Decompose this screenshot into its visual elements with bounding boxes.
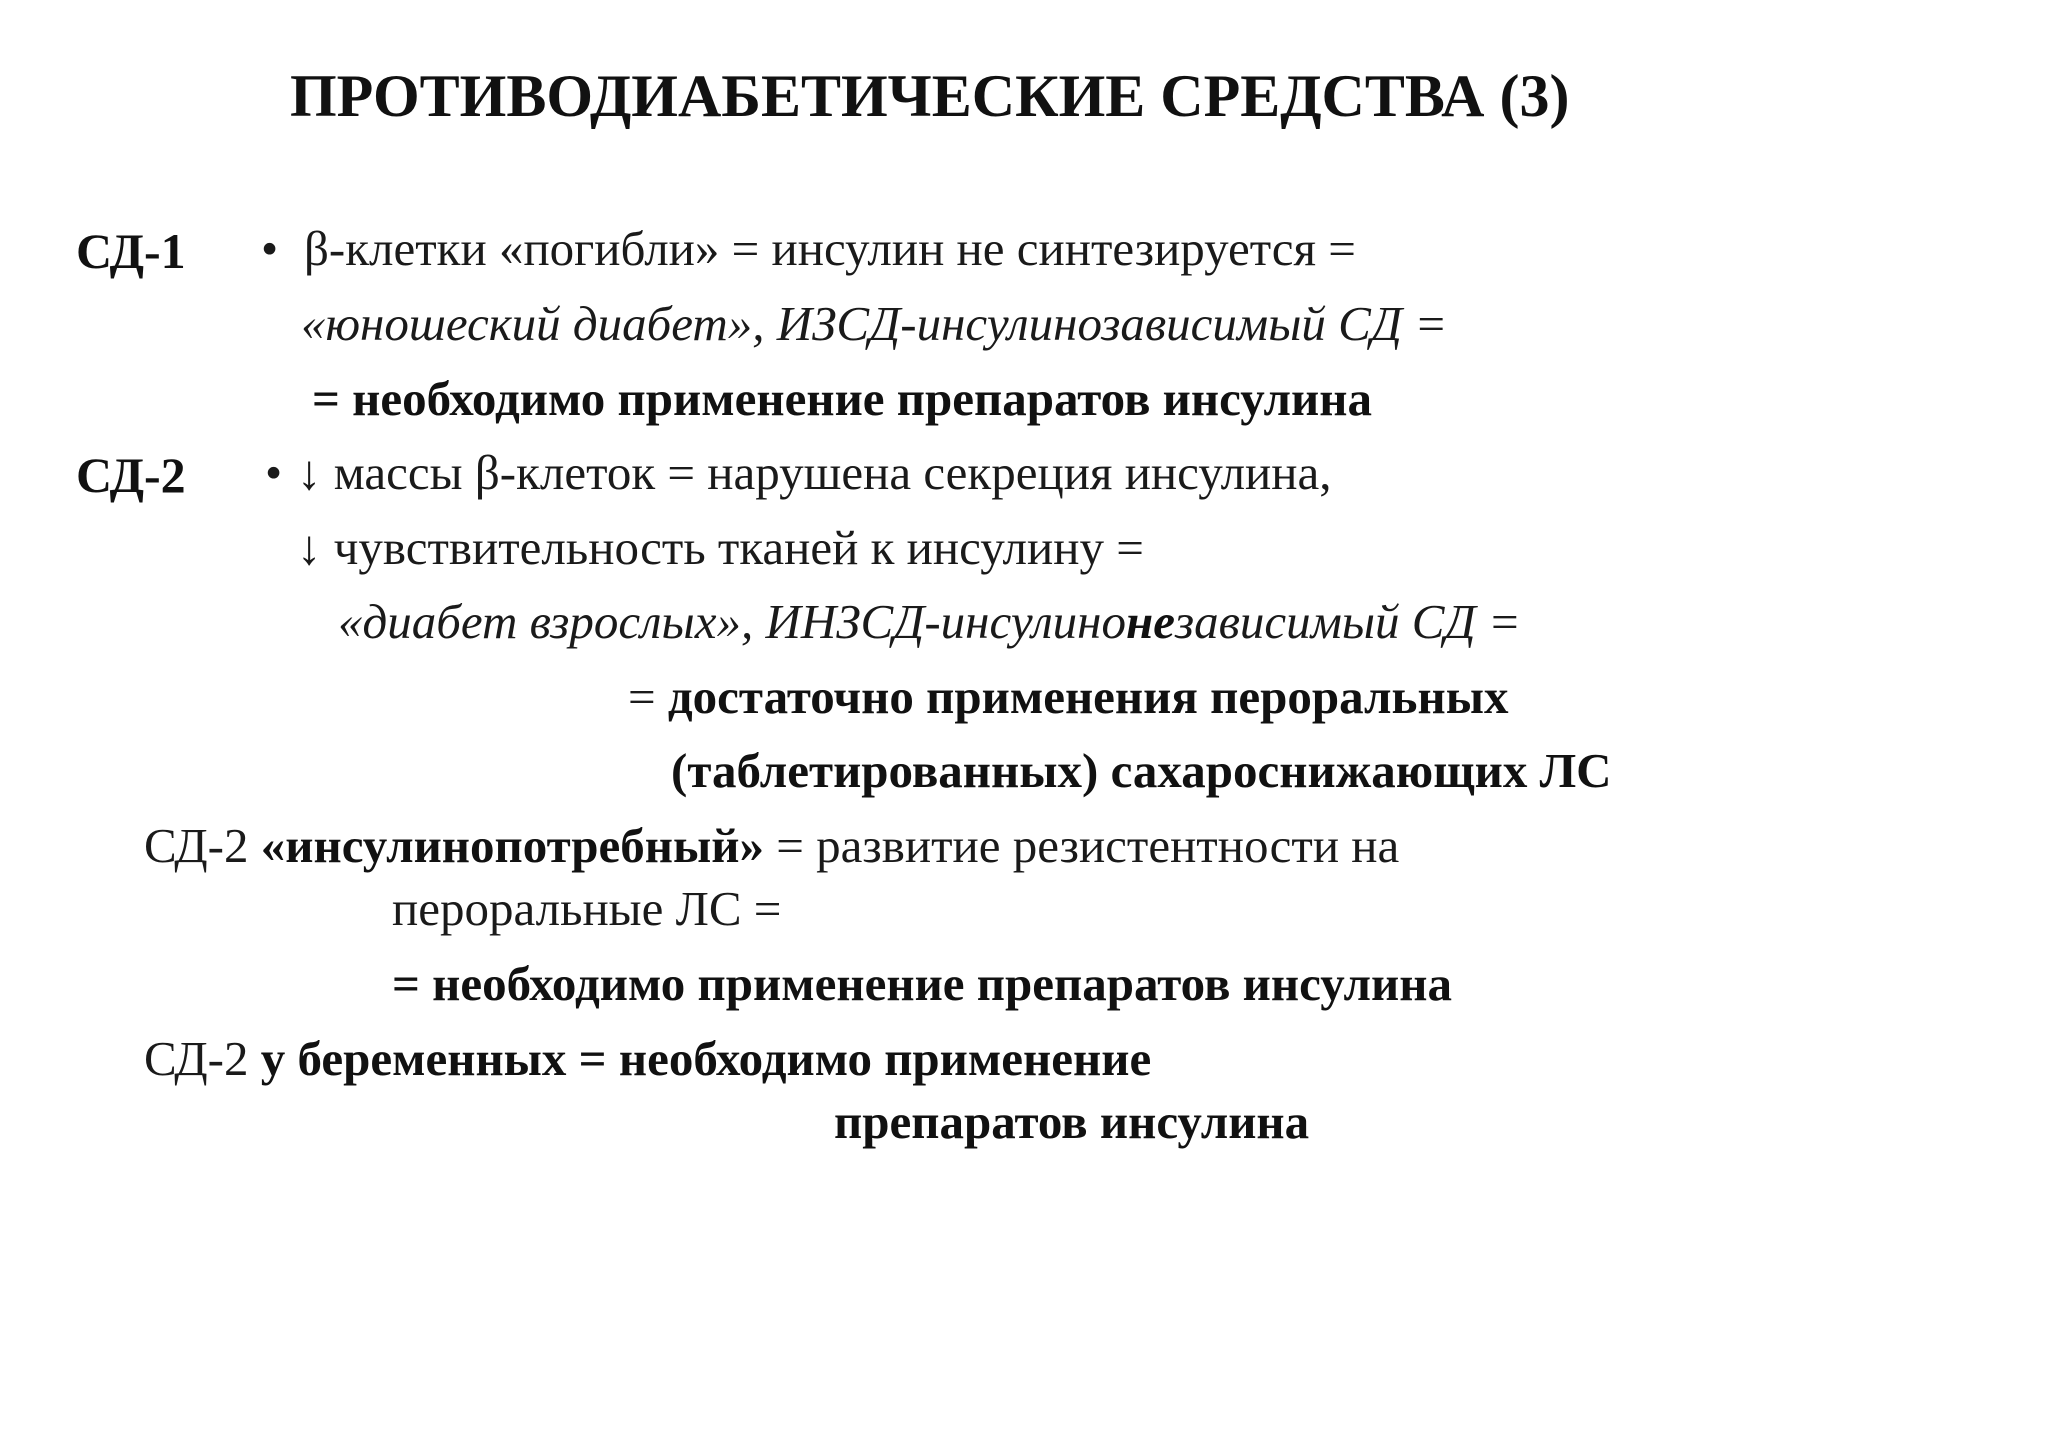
sd2-insulin-need-rest: = развитие резистентности на — [764, 818, 1400, 873]
sd2-insulin-need-line3: = необходимо применение препаратов инсулина — [392, 956, 1452, 1011]
sd2-bullet: • — [265, 445, 283, 500]
sd2-pregnant-prefix: СД-2 — [144, 1031, 261, 1086]
sd2-line3-post: зависимый СД = — [1174, 594, 1521, 649]
sd2-line4-bold: достаточно применения пероральных — [667, 669, 1509, 724]
sd2-line2: ↓ чувствительность тканей к инсулину = — [297, 520, 1144, 575]
sd1-line2: «юношеский диабет», ИЗСД-инсулинозависимый СД = — [301, 296, 1448, 351]
sd2-label: СД-2 — [76, 447, 186, 503]
sd2-pregnant-line1 — [144, 1031, 1152, 1086]
page-title: ПРОТИВОДИАБЕТИЧЕСКИЕ СРЕДСТВА (3) — [290, 63, 1570, 129]
sd2-pregnant-line2: препаратов инсулина — [834, 1094, 1310, 1149]
sd2-insulin-need-line2: пероральные ЛС = — [392, 881, 782, 936]
sd1-line1: β-клетки «погибли» = инсулин не синтезируется = — [304, 221, 1356, 276]
sd2-line5: (таблетированных) сахароснижающих ЛС — [671, 743, 1612, 798]
sd1-label: СД-1 — [76, 223, 186, 279]
sd2-insulin-need-term: «инсулинопотребный» — [260, 818, 765, 873]
sd2-line1: ↓ массы β-клеток = нарушена секреция инсулина, — [297, 445, 1332, 500]
sd2-line3-pre: «диабет взрослых», ИНЗСД-инсулино — [338, 594, 1126, 649]
sd2-line3 — [338, 594, 1521, 649]
sd1-bullet: • — [261, 221, 279, 276]
sd2-line4-eq: = — [628, 669, 668, 724]
sd1-line3: = необходимо применение препаратов инсулина — [312, 371, 1372, 426]
sd2-insulin-need-line1 — [144, 818, 1400, 873]
sd2-line3-emphasis: не — [1126, 594, 1175, 649]
sd2-pregnant-bold: у беременных = необходимо применение — [260, 1031, 1152, 1086]
sd2-insulin-need-prefix: СД-2 — [144, 818, 261, 873]
sd2-line4 — [628, 669, 1509, 724]
